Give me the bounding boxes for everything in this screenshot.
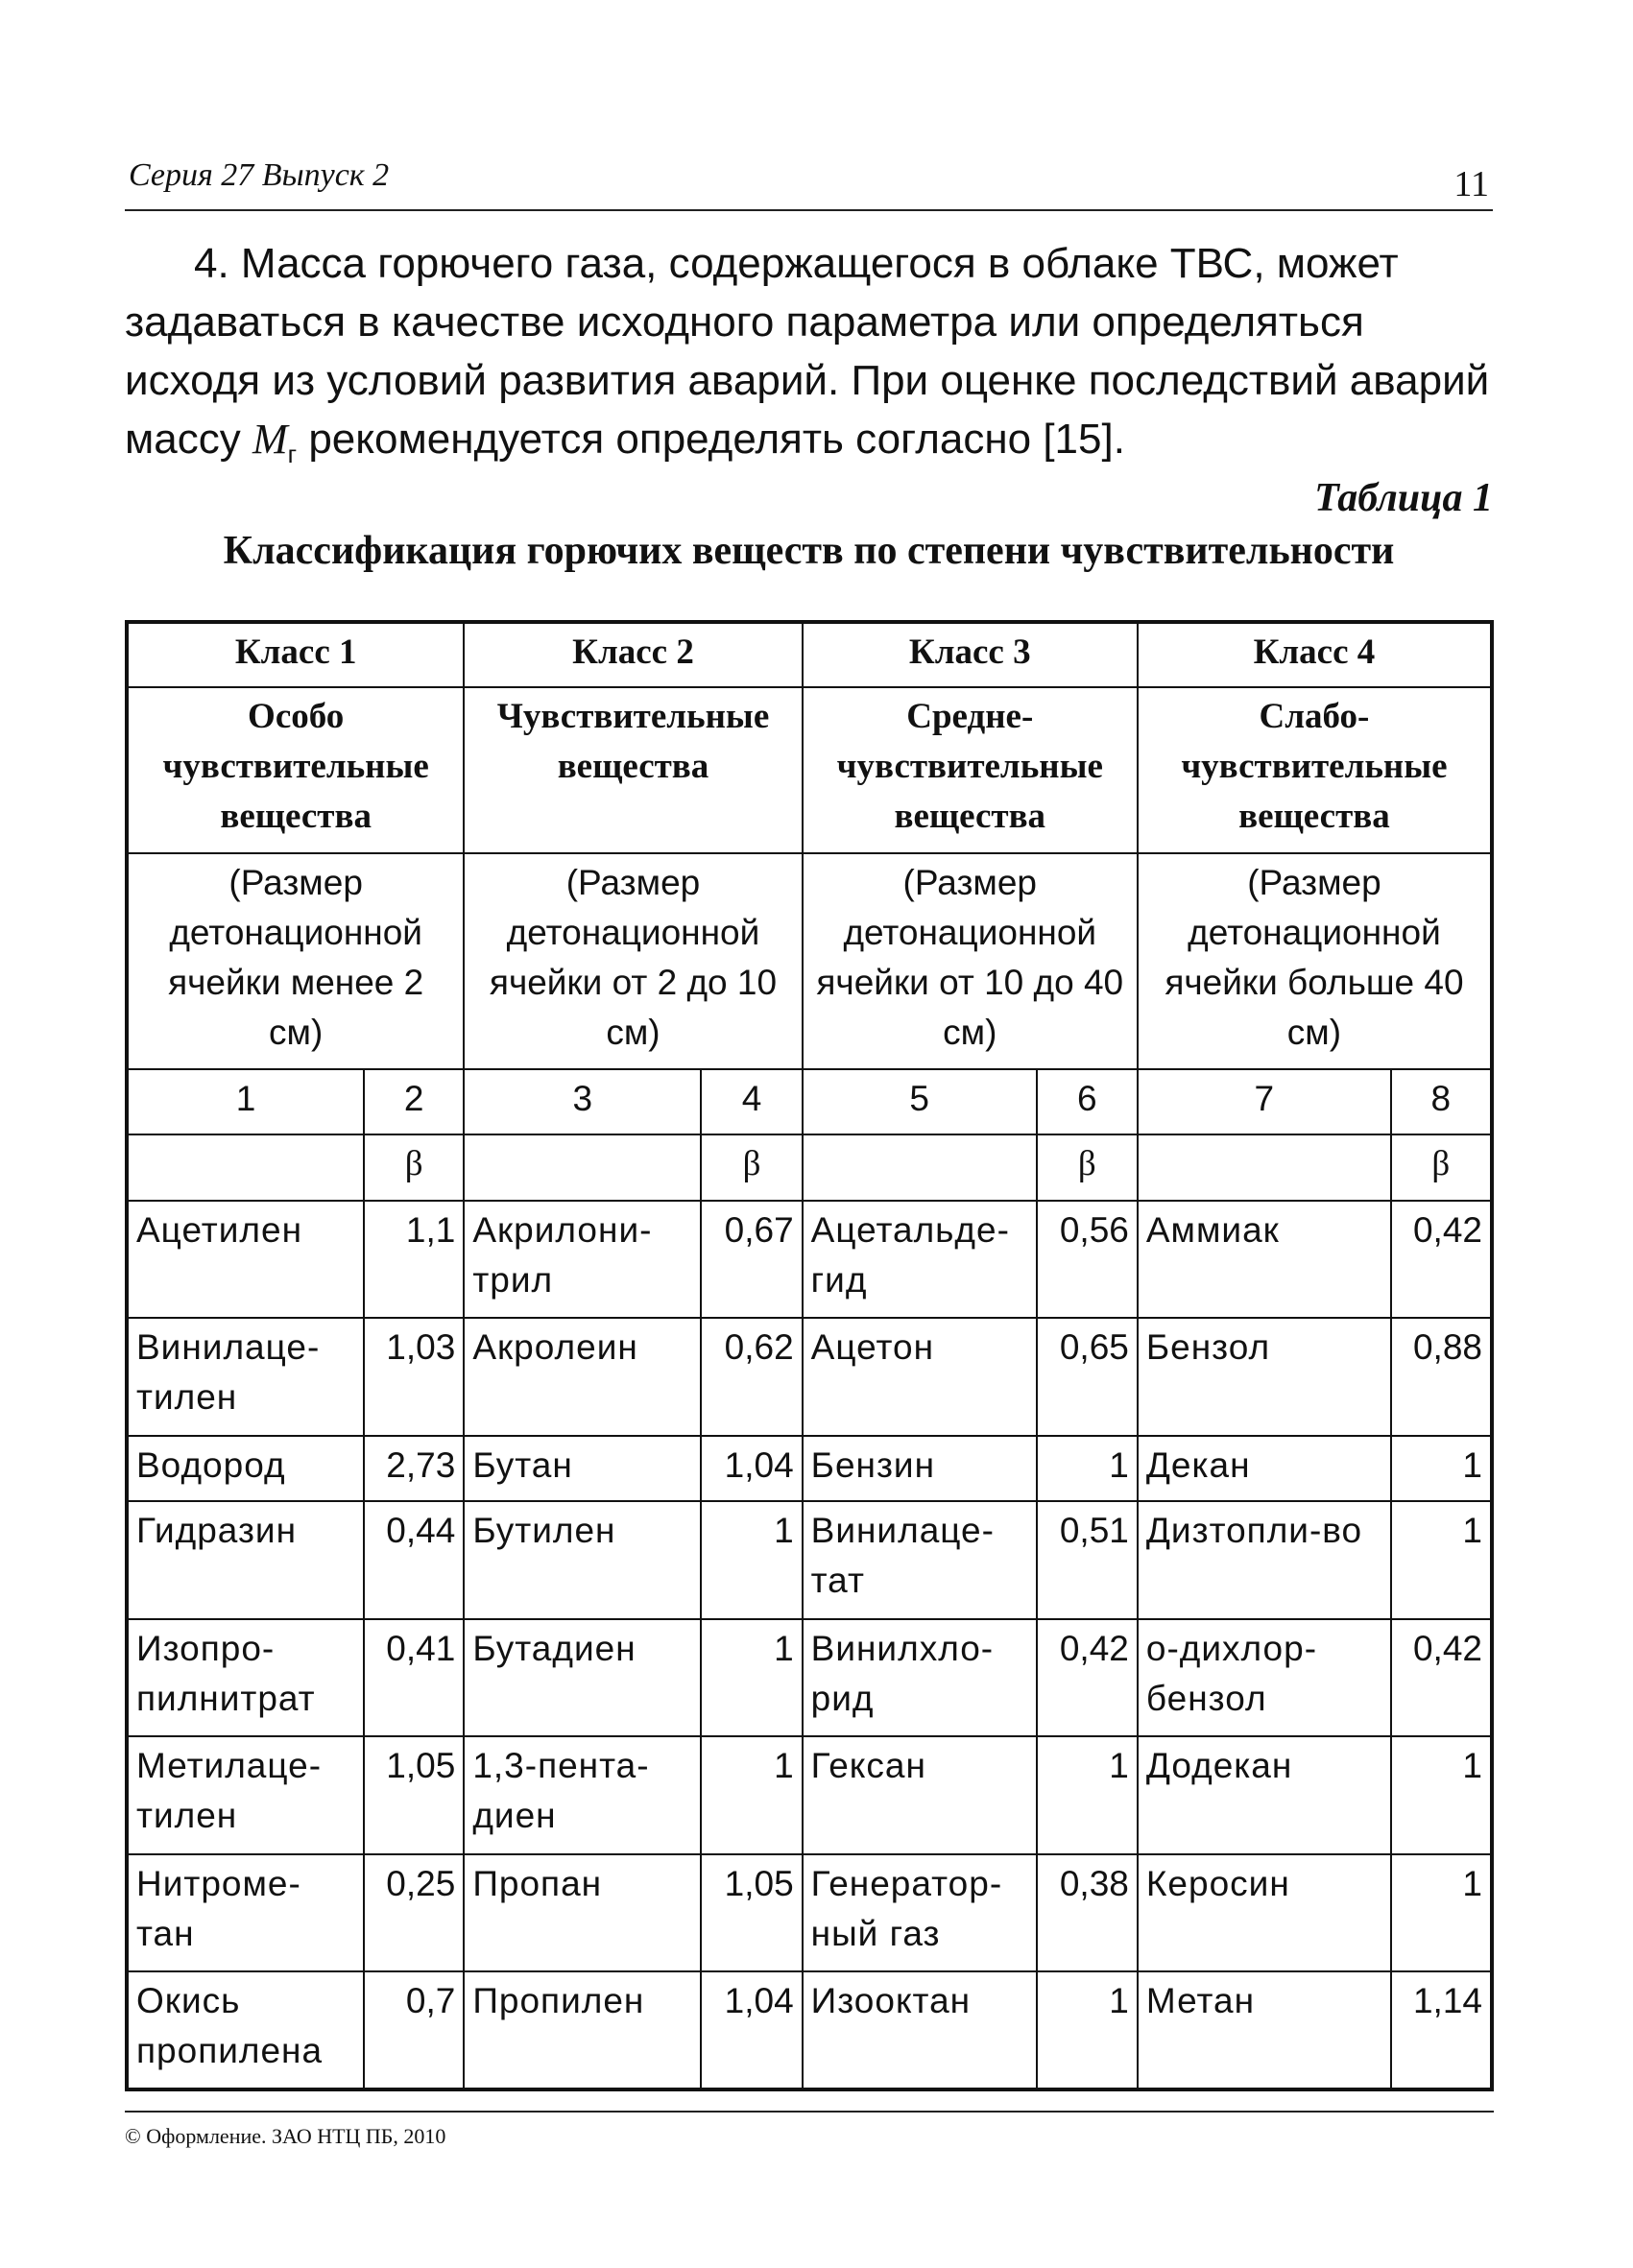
cell-size-row bbox=[127, 853, 1492, 1069]
table-row bbox=[127, 1201, 1492, 1319]
cell-size-cell: (Размер детонационной ячейки от 2 до 10 см) bbox=[464, 853, 802, 1069]
mass-symbol: M bbox=[252, 416, 288, 463]
beta-label: β bbox=[701, 1134, 802, 1200]
substance-name-cell: Изооктан bbox=[803, 1971, 1037, 2089]
beta-row bbox=[127, 1134, 1492, 1200]
substance-name-cell: Акрилони-трил bbox=[464, 1201, 701, 1319]
beta-value-cell: 1 bbox=[1037, 1736, 1138, 1854]
substance-name-cell: Гидразин bbox=[127, 1501, 364, 1619]
table-row bbox=[127, 1971, 1492, 2089]
beta-value-cell: 1 bbox=[1391, 1501, 1492, 1619]
substance-name-cell: Ацетон bbox=[803, 1318, 1037, 1436]
beta-value-cell: 1,05 bbox=[364, 1736, 464, 1854]
substance-name-cell: Ацетальде-гид bbox=[803, 1201, 1037, 1319]
substance-name-cell: Генератор-ный газ bbox=[803, 1854, 1037, 1972]
beta-value-cell: 1,1 bbox=[364, 1201, 464, 1319]
column-number: 2 bbox=[364, 1069, 464, 1134]
column-number: 3 bbox=[464, 1069, 701, 1134]
class-name-cell: Класс 4 bbox=[1138, 622, 1492, 687]
empty-cell bbox=[127, 1134, 364, 1200]
beta-value-cell: 0,42 bbox=[1037, 1619, 1138, 1737]
substance-name-cell: Водород bbox=[127, 1436, 364, 1501]
class-description-row bbox=[127, 687, 1492, 853]
body-paragraph bbox=[125, 234, 1493, 484]
table-row bbox=[127, 1854, 1492, 1972]
beta-value-cell: 1,05 bbox=[701, 1854, 802, 1972]
class-name-cell: Класс 1 bbox=[127, 622, 464, 687]
beta-value-cell: 1,03 bbox=[364, 1318, 464, 1436]
cell-size-cell: (Размер детонационной ячейки от 10 до 40 см) bbox=[803, 853, 1138, 1069]
substance-name-cell: Бензин bbox=[803, 1436, 1037, 1501]
beta-value-cell: 0,62 bbox=[701, 1318, 802, 1436]
footer-divider bbox=[125, 2111, 1494, 2113]
beta-value-cell: 1 bbox=[1037, 1436, 1138, 1501]
column-number: 1 bbox=[127, 1069, 364, 1134]
class-description-cell: Слабо-чувствительные вещества bbox=[1138, 687, 1492, 853]
beta-value-cell: 0,56 bbox=[1037, 1201, 1138, 1319]
empty-cell bbox=[1138, 1134, 1391, 1200]
beta-label: β bbox=[1037, 1134, 1138, 1200]
empty-cell bbox=[464, 1134, 701, 1200]
beta-value-cell: 1 bbox=[701, 1501, 802, 1619]
class-name-cell: Класс 3 bbox=[803, 622, 1138, 687]
substance-name-cell: Додекан bbox=[1138, 1736, 1391, 1854]
beta-value-cell: 0,7 bbox=[364, 1971, 464, 2089]
beta-label: β bbox=[364, 1134, 464, 1200]
beta-value-cell: 0,44 bbox=[364, 1501, 464, 1619]
beta-value-cell: 1,14 bbox=[1391, 1971, 1492, 2089]
beta-value-cell: 1 bbox=[1391, 1736, 1492, 1854]
substance-name-cell: Винилаце-тилен bbox=[127, 1318, 364, 1436]
class-description-cell: Средне-чувствительные вещества bbox=[803, 687, 1138, 853]
beta-value-cell: 0,88 bbox=[1391, 1318, 1492, 1436]
beta-value-cell: 0,41 bbox=[364, 1619, 464, 1737]
substance-name-cell: Декан bbox=[1138, 1436, 1391, 1501]
table-row bbox=[127, 1736, 1492, 1854]
substance-name-cell: Керосин bbox=[1138, 1854, 1391, 1972]
beta-value-cell: 0,25 bbox=[364, 1854, 464, 1972]
column-number: 8 bbox=[1391, 1069, 1492, 1134]
substance-name-cell: Бензол bbox=[1138, 1318, 1391, 1436]
empty-cell bbox=[803, 1134, 1037, 1200]
substance-name-cell: 1,3-пента-диен bbox=[464, 1736, 701, 1854]
substance-name-cell: Окись пропилена bbox=[127, 1971, 364, 2089]
column-number: 6 bbox=[1037, 1069, 1138, 1134]
substance-name-cell: о-дихлор-бензол bbox=[1138, 1619, 1391, 1737]
copyright-footer: © Оформление. ЗАО НТЦ ПБ, 2010 bbox=[125, 2124, 446, 2148]
table-row bbox=[127, 1318, 1492, 1436]
table-row bbox=[127, 1436, 1492, 1501]
beta-value-cell: 0,65 bbox=[1037, 1318, 1138, 1436]
substance-name-cell: Винилаце-тат bbox=[803, 1501, 1037, 1619]
substance-name-cell: Нитроме-тан bbox=[127, 1854, 364, 1972]
substance-name-cell: Метан bbox=[1138, 1971, 1391, 2089]
substance-name-cell: Акролеин bbox=[464, 1318, 701, 1436]
class-description-cell: Особо чувствительные вещества bbox=[127, 687, 464, 853]
cell-size-cell: (Размер детонационной ячейки больше 40 см) bbox=[1138, 853, 1492, 1069]
class-name-cell: Класс 2 bbox=[464, 622, 802, 687]
beta-label: β bbox=[1391, 1134, 1492, 1200]
column-number: 7 bbox=[1138, 1069, 1391, 1134]
mass-subscript: г bbox=[287, 439, 298, 468]
beta-value-cell: 1 bbox=[1037, 1971, 1138, 2089]
substance-name-cell: Бутилен bbox=[464, 1501, 701, 1619]
column-number: 4 bbox=[701, 1069, 802, 1134]
beta-value-cell: 1 bbox=[701, 1619, 802, 1737]
beta-value-cell: 1 bbox=[701, 1736, 802, 1854]
substance-name-cell: Метилаце-тилен bbox=[127, 1736, 364, 1854]
substance-name-cell: Бутадиен bbox=[464, 1619, 701, 1737]
beta-value-cell: 0,51 bbox=[1037, 1501, 1138, 1619]
substance-name-cell: Бутан bbox=[464, 1436, 701, 1501]
substance-name-cell: Гексан bbox=[803, 1736, 1037, 1854]
substance-name-cell: Винилхло-рид bbox=[803, 1619, 1037, 1737]
substance-rows bbox=[127, 1201, 1492, 2089]
paragraph-text-end: рекомендуется определять согласно [15]. bbox=[297, 416, 1125, 463]
table-number: Таблица 1 bbox=[1314, 476, 1493, 520]
substance-name-cell: Дизтопли-во bbox=[1138, 1501, 1391, 1619]
beta-value-cell: 1,04 bbox=[701, 1436, 802, 1501]
substance-name-cell: Аммиак bbox=[1138, 1201, 1391, 1319]
column-number: 5 bbox=[803, 1069, 1037, 1134]
class-name-row bbox=[127, 622, 1492, 687]
table-row bbox=[127, 1501, 1492, 1619]
substance-name-cell: Изопро-пилнитрат bbox=[127, 1619, 364, 1737]
beta-value-cell: 2,73 bbox=[364, 1436, 464, 1501]
beta-value-cell: 0,67 bbox=[701, 1201, 802, 1319]
table-title: Классификация горючих веществ по степени чувствительности bbox=[223, 529, 1395, 573]
column-number-row bbox=[127, 1069, 1492, 1134]
beta-value-cell: 0,42 bbox=[1391, 1201, 1492, 1319]
cell-size-cell: (Размер детонационной ячейки менее 2 см) bbox=[127, 853, 464, 1069]
beta-value-cell: 0,42 bbox=[1391, 1619, 1492, 1737]
page-header bbox=[125, 154, 1493, 211]
substance-name-cell: Ацетилен bbox=[127, 1201, 364, 1319]
beta-value-cell: 1,04 bbox=[701, 1971, 802, 2089]
beta-value-cell: 1 bbox=[1391, 1436, 1492, 1501]
beta-value-cell: 1 bbox=[1391, 1854, 1492, 1972]
classification-table bbox=[125, 620, 1494, 2091]
beta-value-cell: 0,38 bbox=[1037, 1854, 1138, 1972]
page-number: 11 bbox=[1453, 164, 1489, 204]
substance-name-cell: Пропилен bbox=[464, 1971, 701, 2089]
substance-name-cell: Пропан bbox=[464, 1854, 701, 1972]
paragraph-text: 4. Масса горючего газа, содержащегося в облаке ТВС, может задаваться в качестве исходного параметра или определяться исходя из условий развития аварий. При оценке последствий аварий массу bbox=[125, 240, 1490, 463]
table-row bbox=[127, 1619, 1492, 1737]
series-label: Серия 27 Выпуск 2 bbox=[129, 157, 390, 193]
class-description-cell: Чувствительные вещества bbox=[464, 687, 802, 853]
